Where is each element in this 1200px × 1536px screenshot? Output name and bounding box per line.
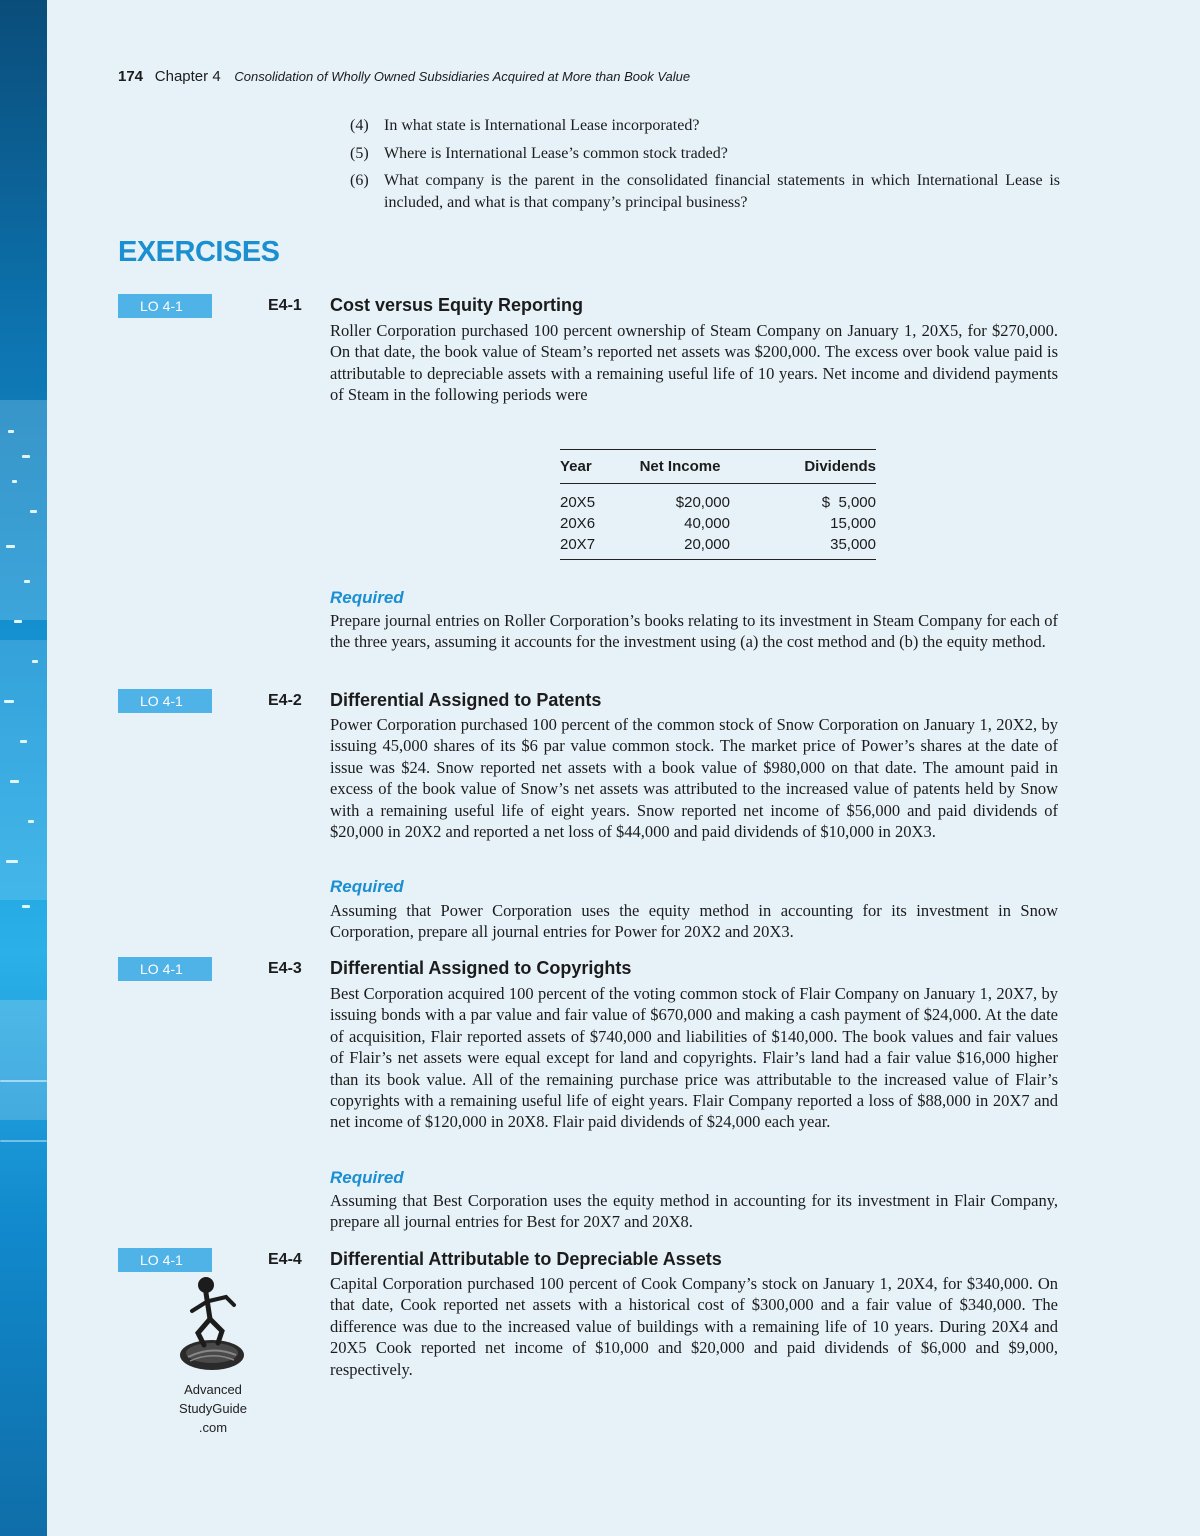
window-light [10,780,19,783]
learning-objective-badge: LO 4-1 [118,689,212,713]
page-number: 174 [118,68,144,85]
cell-net-income: $20,000 [675,494,730,511]
learning-objective-badge: LO 4-1 [118,1248,212,1272]
table-row [560,484,876,514]
question-item [350,170,1060,213]
cell-net-income: 40,000 [684,515,730,532]
water-reflection [0,1140,47,1142]
window-light [14,620,22,623]
exercise-title: Differential Assigned to Patents [330,690,602,710]
required-text: Assuming that Power Corporation uses the equity method in accounting for its investment in Snow Corporation, prepare all journal entries for Power for 20X2 and 20X3. [330,901,1058,942]
learning-objective-badge: LO 4-1 [118,957,212,981]
exercise-number: E4-3 [268,960,302,977]
column-header-dividends: Dividends [744,450,876,484]
running-header [118,68,690,86]
cell-year: 20X6 [560,515,596,532]
question-number: (5) [350,144,369,162]
studyguide-logo [168,1275,258,1437]
exercise-number: E4-1 [268,297,302,314]
cell-year: 20X5 [560,494,596,511]
cell-dividends: 15,000 [830,515,876,532]
question-list [350,115,1060,219]
question-number: (4) [350,117,369,134]
building-shape [0,1000,47,1120]
cell-dividends: 35,000 [744,534,876,560]
question-number: (6) [350,172,369,189]
window-light [22,905,30,908]
question-text: In what state is International Lease incorporated? [384,117,700,134]
water-reflection [0,1080,47,1082]
learning-objective-badge: LO 4-1 [118,294,212,318]
table-header-row [560,450,876,484]
table-row [560,513,876,534]
cell-net-income: 20,000 [630,534,744,560]
exercise-body: Power Corporation purchased 100 percent of the common stock of Snow Corporation on January 1, 20X2, by issuing 45,000 shares of its $6 par value common stock. The market price of Power’s shares at the date of issue was $24. Snow reported net assets with a book value of $980,000 on that date. The amount paid in excess of the book value of Snow’s net assets was attributed to the increased value of patents held by Snow with a remaining useful life of eight years. Snow reported net income of $56,000 and paid dividends of $20,000 in 20X2 and reported a net loss of $44,000 and paid dividends of $10,000 in 20X3. [330,715,1058,842]
required-label: Required [330,588,404,607]
cell-year: 20X7 [560,534,630,560]
decorative-city-strip [0,0,47,1536]
window-light [12,480,17,483]
column-header-year: Year [560,450,630,484]
exercise-number: E4-4 [268,1251,302,1268]
window-light [28,820,34,823]
window-light [32,660,38,663]
exercise-body: Best Corporation acquired 100 percent of the voting common stock of Flair Company on January 1, 20X7, by issuing bonds with a par value and fair value of $670,000 and making a cash payment of $24,000. At the date of acquisition, Flair reported assets of $740,000 and liabilities of $140,000. The book values and fair values of Flair’s net assets were equal except for land and copyrights. Flair’s land had a fair value $16,000 higher than its book value. All of the remaining purchase price was attributable to the increased value of Flair’s copyrights with a remaining useful life of eight years. Flair Company reported a loss of $88,000 in 20X7 and net income of $120,000 in 20X8. Flair paid dividends of $24,000 each year. [330,984,1058,1132]
chapter-label: Chapter 4 [154,68,221,85]
column-header-net-income: Net Income [630,450,744,484]
window-light [4,700,14,703]
window-light [22,455,30,458]
window-light [24,580,30,583]
cell-dividends: $ 5,000 [821,494,876,511]
section-heading: EXERCISES [118,236,280,268]
exercise-body: Capital Corporation purchased 100 percent of Cook Company’s stock on January 1, 20X4, for $340,000. On that date, Cook reported net assets with a historical cost of $300,000 and a fair value of $340,000. The difference was due to the increased value of buildings with a remaining life of 10 years. During 20X4 and 20X5 Cook reported net income of $10,000 and $20,000 and paid dividends of $6,000 and $9,000, respectively. [330,1274,1058,1379]
question-item [350,115,1060,137]
logo-text [163,1380,263,1437]
required-text: Assuming that Best Corporation uses the equity method in accounting for its investment in Flair Company, prepare all journal entries for Best for 20X7 and 20X8. [330,1191,1058,1232]
required-label: Required [330,1168,404,1187]
window-light [6,545,15,548]
logo-line: StudyGuide [179,1401,247,1416]
question-item [350,143,1060,165]
exercise-title: Differential Assigned to Copyrights [330,958,632,978]
window-light [6,860,18,863]
question-text: Where is International Lease’s common stock traded? [384,144,728,162]
required-label: Required [330,877,404,896]
window-light [30,510,37,513]
question-text: What company is the parent in the consolidated financial statements in which International Lease is included, and what is that company’s principal business? [384,172,1060,211]
logo-line: Advanced [184,1382,242,1397]
exercise-body: Roller Corporation purchased 100 percent ownership of Steam Company on January 1, 20X5, for $270,000. On that date, the book value of Steam’s reported net assets was $200,000. The excess over book value paid is attributable to depreciable assets with a remaining useful life of 10 years. Net income and dividend payments of Steam in the following periods were [330,321,1058,405]
exercise-title: Cost versus Equity Reporting [330,295,584,315]
surfer-figure-icon [168,1275,258,1375]
table-row [560,534,876,560]
exercise-number: E4-2 [268,692,302,709]
net-income-dividends-table [560,449,876,560]
chapter-title: Consolidation of Wholly Owned Subsidiaries Acquired at More than Book Value [234,69,691,84]
logo-line: .com [198,1420,228,1435]
window-light [8,430,14,433]
building-shape [0,400,47,620]
window-light [20,740,27,743]
required-text: Prepare journal entries on Roller Corporation’s books relating to its investment in Steam Company for each of the three years, assuming it accounts for the investment using (a) the cost method and (b) the equity method. [330,611,1058,652]
exercise-title: Differential Attributable to Depreciable Assets [330,1249,722,1269]
